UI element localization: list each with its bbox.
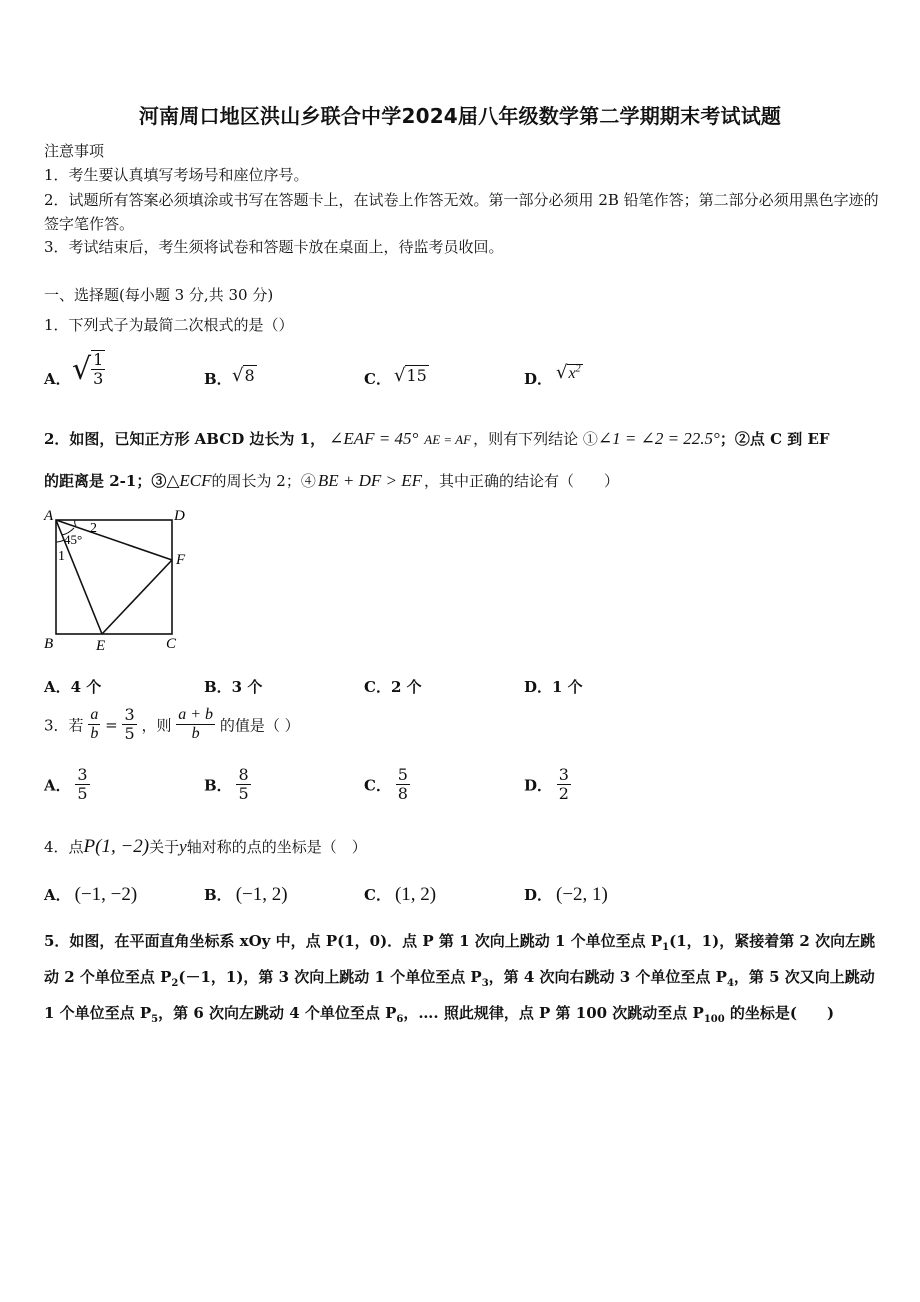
- q2-option-a: A．4 个: [44, 678, 102, 696]
- q2-line-2: 的距离是 2-1；③△ECF的周长为 2；④ BE + DF > EF ，其中正确的结论有（ ）: [44, 471, 619, 490]
- radical-icon: √: [232, 365, 244, 386]
- q5-line-1: 5．如图，在平面直角坐标系 xOy 中，点 P(1，0)．点 P 第 1 次向上跳动 1 个单位至点 $P_1(1$，1)，紧接着第 2 次向左跳: [44, 932, 876, 953]
- angle-arc-1: [56, 540, 64, 542]
- q3-fraction-a-b: $\frac{a}{b}$: [90, 706, 99, 743]
- notice-item-1: 1．考生要认真填写考场号和座位序号。: [44, 166, 309, 184]
- notice-item-3: 3．考试结束后，考生须将试卷和答题卡放在桌面上，待监考员收回。: [44, 238, 504, 256]
- page-title: 河南周口地区洪山乡联合中学2024届八年级数学第二学期期末考试试题: [138, 104, 782, 128]
- label-d: D: [174, 508, 185, 524]
- notice-item-2: 2．试题所有答案必须填涂或书写在答题卡上，在试卷上作答无效。第一部分必须用 2B 铅笔作答；第二部分必须用黑色字迹的签字笔作答。: [44, 191, 879, 233]
- q1-option-d-expr: $√x^2$: [556, 362, 581, 383]
- q4-option-b: B． (−1, 2): [204, 884, 288, 905]
- label-f: F: [176, 552, 186, 568]
- q4-option-c: C． (1, 2): [364, 884, 437, 905]
- q1-a-fraction: $\frac{1}{3}$: [93, 350, 104, 389]
- notice-heading: 注意事项: [44, 142, 105, 160]
- q1-option-c-label: C．: [364, 370, 391, 388]
- q1-option-a-expr: [72, 350, 105, 389]
- q1-option-b-label: B．: [204, 370, 232, 388]
- q3-option-c: C． $\frac{5}{8}$: [364, 765, 408, 804]
- q1-stem: 1．下列式子为最简二次根式的是（）: [44, 316, 294, 334]
- q3-option-a: A． $\frac{3}{5}$: [44, 765, 88, 804]
- label-e: E: [96, 638, 106, 652]
- q1-option-b-expr: √8: [232, 365, 255, 386]
- q3-fraction-3-5: $\frac{3}{5}$: [124, 705, 135, 744]
- q5-line-2: 动 2 个单位至点 $P_2(-1$，1)，第 3 次向上跳动 1 个单位至点 $P_3$，第 4 次向右跳动 3 个单位至点 $P_4$，第 5 次又向上跳动: [44, 968, 875, 989]
- square-figure: [40, 500, 200, 652]
- segment-ef: [102, 560, 172, 634]
- q3-stem: 3．若 $\frac{a}{b}$ = $\frac{3}{5}$ ，则 $\frac{a + b}{b}$ 的值是（ ）: [44, 705, 300, 744]
- q1-option-d-label: D．: [524, 370, 553, 388]
- q1-option-c-expr: √15: [394, 365, 427, 386]
- q4-stem: 4．点P(1, −2)关于y轴对称的点的坐标是（ ）: [44, 836, 367, 857]
- radical-icon: √: [556, 362, 568, 383]
- label-angle-2: 2: [90, 521, 97, 536]
- radical-icon: √: [394, 365, 406, 386]
- q2-option-d: D．1 个: [524, 678, 583, 696]
- radical-icon: √: [72, 351, 92, 387]
- q5-line-3: 1 个单位至点 $P_5$，第 6 次向左跳动 4 个单位至点 $P_6$，…. 照此规律，点 P 第 100 次跳动至点 $P_{100}$ 的坐标是( ): [44, 1004, 835, 1025]
- angle-arc-2: [75, 520, 76, 526]
- q3-option-d: D． $\frac{3}{2}$: [524, 765, 569, 804]
- label-c: C: [166, 636, 177, 652]
- q3-fraction-sum: $\frac{a + b}{b}$: [178, 706, 214, 743]
- q2-line-1: 2．如图，已知正方形 ABCD 边长为 1， ∠EAF = 45° AE = AF ，则有下列结论 ①∠1 = ∠2 = 22.5°；②点 C 到 EF: [44, 429, 830, 448]
- label-b: B: [44, 636, 54, 652]
- q3-option-b: B． $\frac{8}{5}$: [204, 765, 249, 804]
- label-a: A: [44, 508, 54, 524]
- q2-option-b: B．3 个: [204, 678, 263, 696]
- label-angle-1: 1: [58, 549, 65, 564]
- q1-option-a-label: A．: [44, 370, 71, 388]
- section-heading: 一、选择题(每小题 3 分,共 30 分): [44, 286, 274, 304]
- q2-option-c: C．2 个: [364, 678, 422, 696]
- q4-option-d: D． (−2, 1): [524, 884, 608, 905]
- q4-option-a: A． (−1, −2): [44, 884, 138, 905]
- label-angle-45: 45°: [64, 532, 83, 547]
